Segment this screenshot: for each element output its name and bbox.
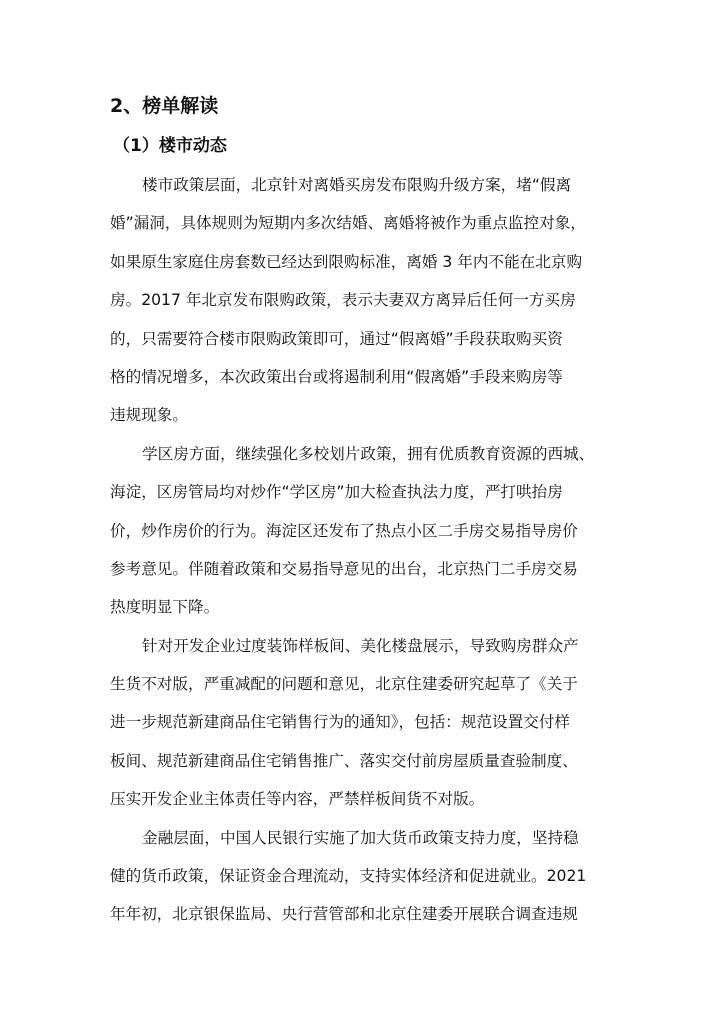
text-line: 如果原生家庭住房套数已经达到限购标准，离婚 3 年内不能在北京购 [110, 252, 583, 271]
text-line: 进一步规范新建商品住宅销售行为的通知》，包括：规范设置交付样 [110, 713, 571, 732]
text-line: 价，炒作房价的行为。海淀区还发布了热点小区二手房交易指导房价 [110, 521, 578, 540]
paragraph-finance [110, 819, 620, 934]
body-text [110, 166, 620, 934]
text-line: 楼市政策层面，北京针对离婚买房发布限购升级方案，堵“假离 [142, 176, 572, 194]
paragraph-policy [110, 166, 620, 435]
text-line: 学区房方面，继续强化多校划片政策，拥有优质教育资源的西城、 [142, 444, 595, 463]
text-line: 的，只需要符合楼市限购政策即可，通过“假离婚”手段获取购买资 [110, 329, 563, 348]
text-line: 生货不对版，严重减配的问题和意见，北京住建委研究起草了《关于 [110, 675, 578, 694]
text-line: 格的情况增多，本次政策出台或将遏制利用“假离婚”手段来购房等 [110, 367, 563, 386]
text-line: 压实开发企业主体责任等内容，严禁样板间货不对版。 [110, 790, 485, 809]
text-line: 健的货币政策，保证资金合理流动，支持实体经济和促进就业。2021 [110, 867, 587, 886]
text-line: 参考意见。伴随着政策和交易指导意见的出台，北京热门二手房交易 [110, 559, 578, 578]
text-line: 违规现象。 [110, 406, 188, 425]
paragraph-school-district [110, 435, 620, 627]
text-line: 板间、规范新建商品住宅销售推广、落实交付前房屋质量查验制度、 [110, 751, 578, 770]
text-line: 年年初，北京银保监局、央行营管部和北京住建委开展联合调查违规 [110, 905, 578, 924]
text-line: 针对开发企业过度装饰样板间、美化楼盘展示，导致购房群众产 [142, 636, 579, 655]
subsection-heading: （1）楼市动态 [113, 136, 227, 156]
text-line: 金融层面，中国人民银行实施了加大货币政策支持力度，坚持稳 [142, 828, 579, 847]
paragraph-sales-regulation [110, 627, 620, 819]
text-line: 热度明显下降。 [110, 598, 220, 617]
section-heading: 2、榜单解读 [110, 95, 219, 117]
text-line: 海淀，区房管局均对炒作“学区房”加大检查执法力度，严打哄抬房 [110, 483, 563, 502]
text-line: 婚”漏洞，具体规则为短期内多次结婚、离婚将被作为重点监控对象， [110, 214, 586, 233]
text-line: 房。2017 年北京发布限购政策，表示夫妻双方离异后任何一方买房 [110, 291, 576, 310]
